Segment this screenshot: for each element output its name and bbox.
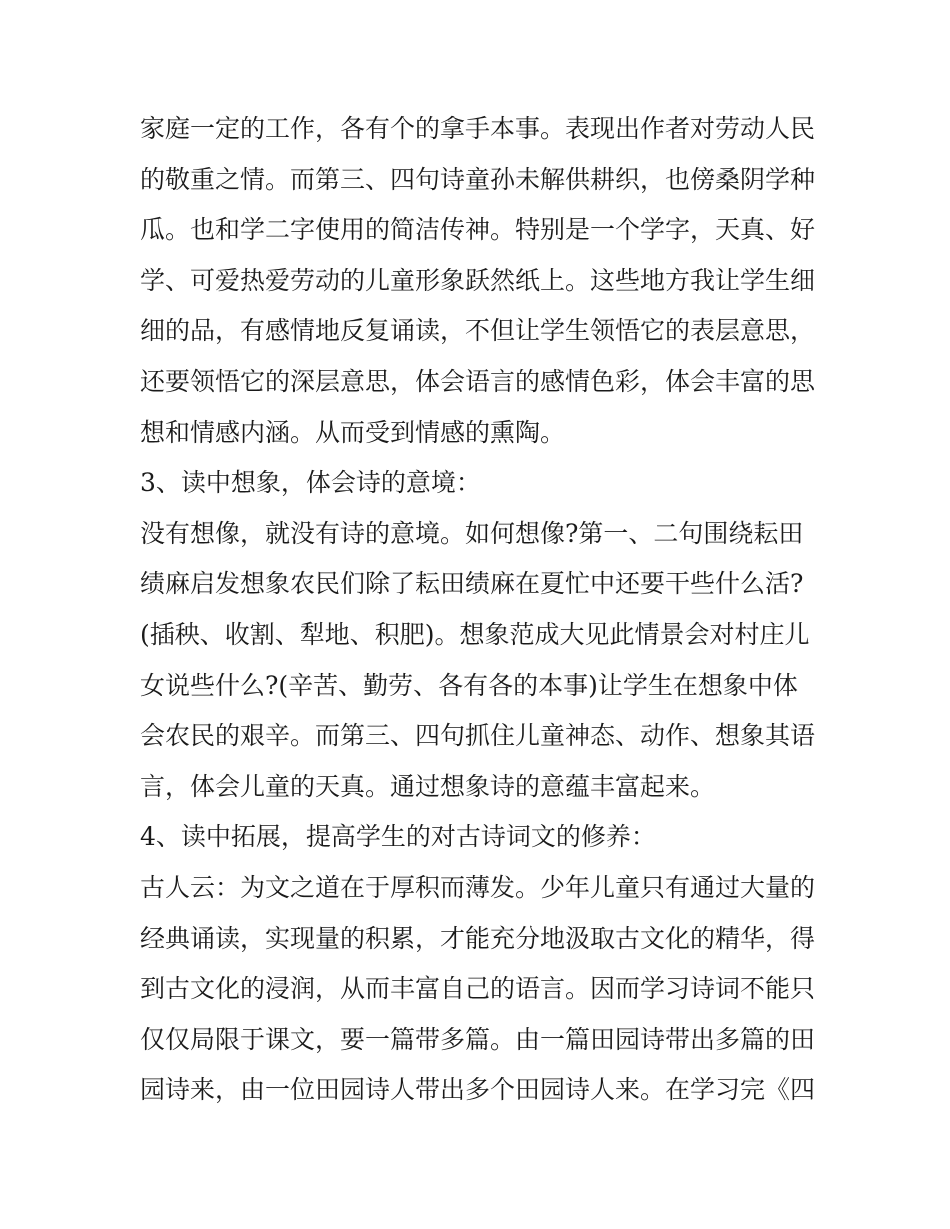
text-line: 女说些什么?(辛苦、勤劳、各有各的本事)让学生在想象中体 bbox=[140, 670, 798, 700]
text-line: (插秧、收割、犁地、积肥)。想象范成大见此情景会对村庄儿 bbox=[140, 619, 810, 649]
text-line: 经典诵读，实现量的积累，才能充分地汲取古文化的精华，得 bbox=[140, 923, 816, 953]
text-line: 还要领悟它的深层意思，体会语言的感情色彩，体会丰富的思 bbox=[140, 366, 816, 396]
text-line: 绩麻启发想象农民们除了耘田绩麻在夏忙中还要干些什么活? bbox=[140, 569, 804, 599]
text-line: 瓜。也和学二字使用的简洁传神。特别是一个学字，天真、好 bbox=[140, 215, 816, 245]
text-line: 没有想像，就没有诗的意境。如何想像?第一、二句围绕耘田 bbox=[140, 518, 804, 548]
text-line: 仅仅局限于课文，要一篇带多篇。由一篇田园诗带出多篇的田 bbox=[140, 1024, 816, 1054]
text-line: 想和情感内涵。从而受到情感的熏陶。 bbox=[140, 417, 566, 447]
document-body bbox=[140, 104, 820, 1116]
text-line: 细的品，有感情地反复诵读，不但让学生领悟它的表层意思， bbox=[140, 316, 816, 346]
section-heading: 3、读中想象，体会诗的意境： bbox=[140, 468, 481, 498]
section-heading: 4、读中拓展，提高学生的对古诗词文的修养： bbox=[140, 822, 656, 852]
text-line: 学、可爱热爱劳动的儿童形象跃然纸上。这些地方我让学生细 bbox=[140, 265, 816, 295]
text-line: 到古文化的浸润，从而丰富自己的语言。因而学习诗词不能只 bbox=[140, 974, 816, 1004]
text-line: 家庭一定的工作，各有个的拿手本事。表现出作者对劳动人民 bbox=[140, 114, 816, 143]
text-line: 言，体会儿童的天真。通过想象诗的意蕴丰富起来。 bbox=[140, 771, 716, 801]
text-line: 古人云：为文之道在于厚积而薄发。少年儿童只有通过大量的 bbox=[140, 872, 816, 902]
text-line: 园诗来，由一位田园诗人带出多个田园诗人来。在学习完《四 bbox=[140, 1075, 816, 1105]
text-line: 的敬重之情。而第三、四句诗童孙未解供耕织，也傍桑阴学种 bbox=[140, 164, 816, 194]
text-line: 会农民的艰辛。而第三、四句抓住儿童神态、动作、想象其语 bbox=[140, 721, 816, 751]
